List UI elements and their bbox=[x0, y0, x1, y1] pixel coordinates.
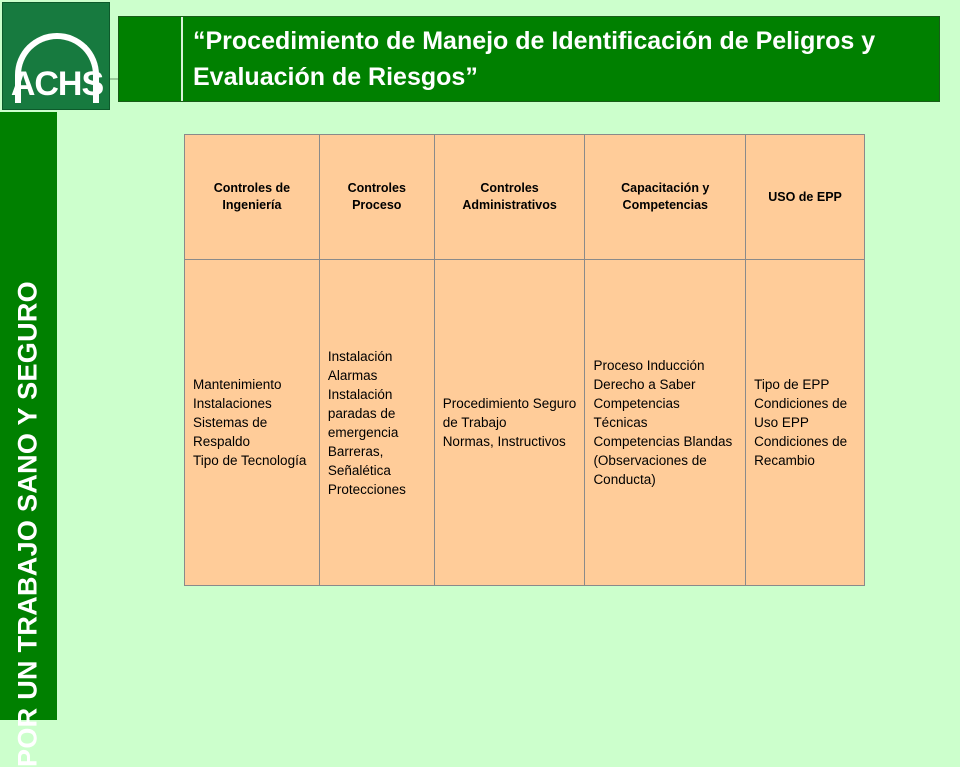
header-epp: USO de EPP bbox=[746, 135, 865, 260]
title-banner bbox=[118, 16, 940, 102]
controls-table bbox=[184, 134, 865, 586]
slogan-text: POR UN TRABAJO SANO Y SEGURO bbox=[12, 281, 43, 767]
cell-capacitacion bbox=[585, 260, 746, 586]
cell-epp-text: Tipo de EPP Condiciones de Uso EPP Condiciones de Recambio bbox=[754, 377, 848, 468]
cell-proceso bbox=[319, 260, 434, 586]
cell-epp bbox=[746, 260, 865, 586]
cell-ingenieria-text: Mantenimiento Instalaciones Sistemas de Respaldo Tipo de Tecnología bbox=[193, 377, 307, 468]
logo-text: ACHS bbox=[10, 65, 104, 103]
page-title: “Procedimiento de Manejo de Identificación de Peligros y Evaluación de Riesgos” bbox=[193, 27, 876, 91]
cell-proceso-text: Instalación Alarmas Instalación paradas de emergencia Barreras, Señalética Protecciones bbox=[327, 348, 406, 497]
table-header-row bbox=[185, 135, 865, 260]
header-ingenieria: Controles de Ingeniería bbox=[185, 135, 320, 260]
cell-capacitacion-text: Proceso Inducción Derecho a Saber Competencias Técnicas Competencias Blandas (Observaciones de Conducta) bbox=[593, 358, 733, 487]
table-row bbox=[185, 260, 865, 586]
achs-logo bbox=[2, 2, 110, 110]
header-administrativos: Controles Administrativos bbox=[434, 135, 585, 260]
cell-administrativos-text: Procedimiento Seguro de Trabajo Normas, Instructivos bbox=[442, 396, 577, 449]
header-capacitacion: Capacitación y Competencias bbox=[585, 135, 746, 260]
banner-divider bbox=[181, 17, 183, 101]
cell-ingenieria bbox=[185, 260, 320, 586]
header-proceso: Controles Proceso bbox=[319, 135, 434, 260]
slogan-sidebar bbox=[0, 112, 57, 767]
cell-administrativos bbox=[434, 260, 585, 586]
